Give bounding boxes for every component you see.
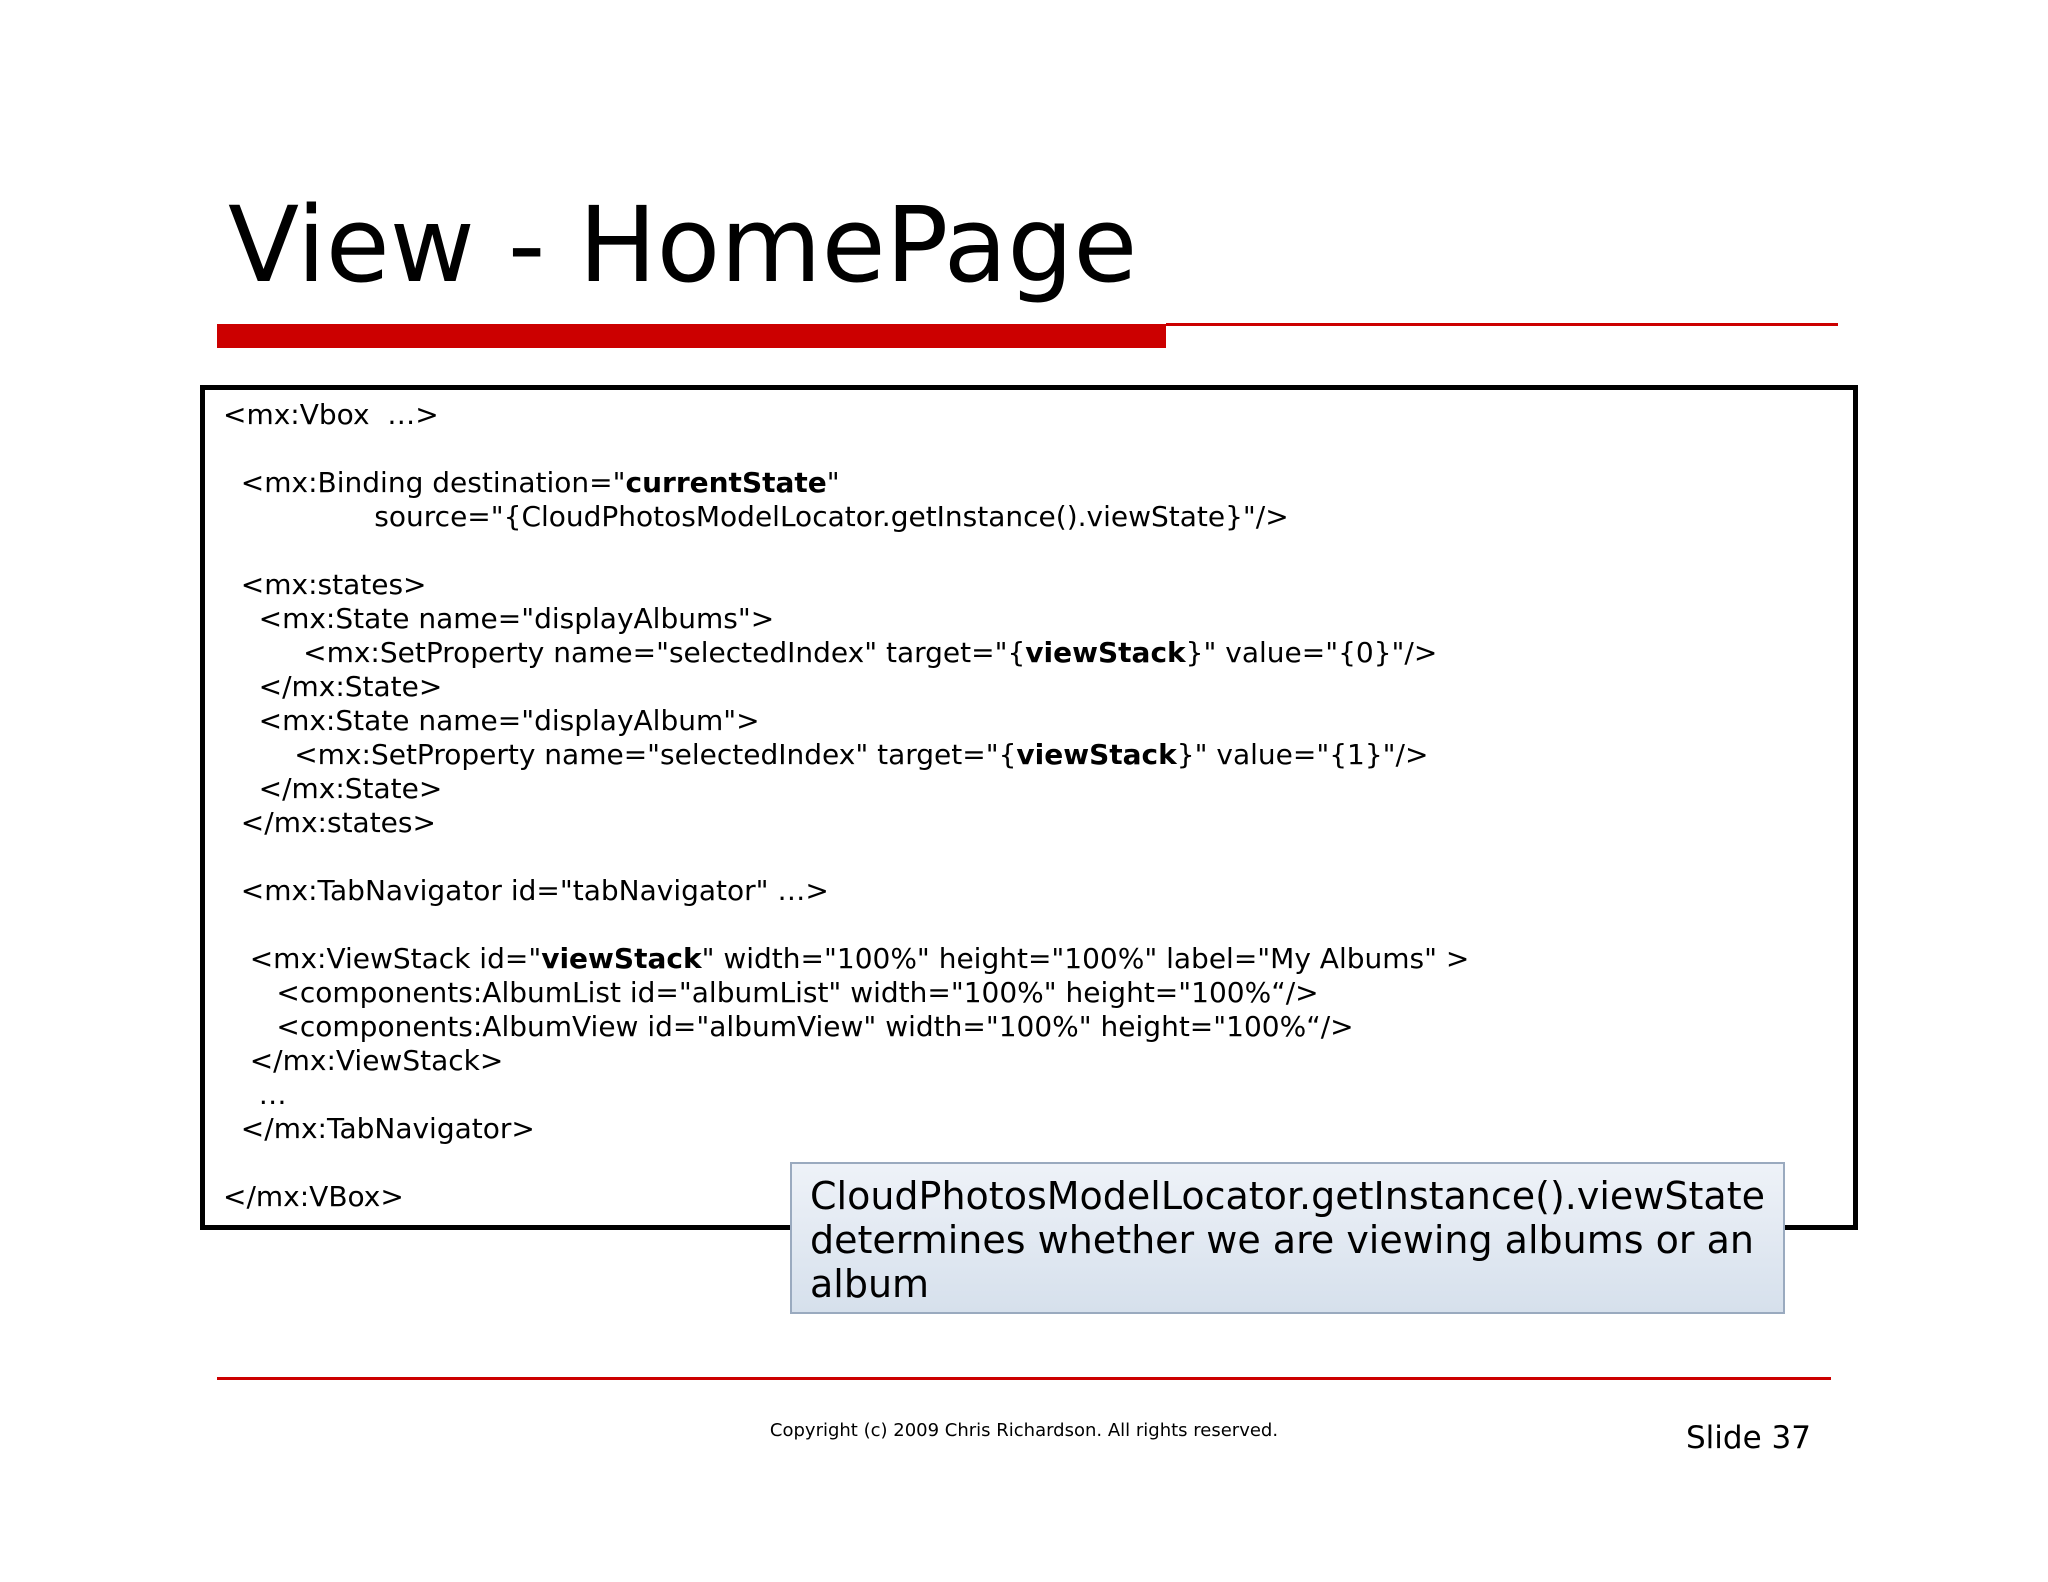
code-text: <mx:TabNavigator id="tabNavigator" …> bbox=[223, 874, 829, 907]
code-text: </mx:State> bbox=[223, 772, 443, 805]
callout-note: CloudPhotosModelLocator.getInstance().viewState determines whether we are viewing albums or an album bbox=[790, 1162, 1785, 1314]
code-text: <mx:ViewStack id=" bbox=[223, 942, 542, 975]
code-text: <mx:State name="displayAlbum"> bbox=[223, 704, 760, 737]
code-text: </mx:TabNavigator> bbox=[223, 1112, 535, 1145]
code-line bbox=[223, 398, 1469, 432]
code-line bbox=[223, 976, 1469, 1010]
code-line bbox=[223, 1078, 1469, 1112]
code-line bbox=[223, 1112, 1469, 1146]
code-text: <mx:State name="displayAlbums"> bbox=[223, 602, 775, 635]
code-block bbox=[200, 385, 1858, 1230]
code-line bbox=[223, 1044, 1469, 1078]
code-text: … bbox=[223, 1078, 287, 1111]
title-underline-thick bbox=[217, 324, 1166, 348]
code-text: </mx:State> bbox=[223, 670, 443, 703]
code-listing bbox=[223, 398, 1469, 1214]
code-text: <components:AlbumView id="albumView" width="100%" height="100%“/> bbox=[223, 1010, 1354, 1043]
code-line bbox=[223, 636, 1469, 670]
code-text: <mx:Binding destination=" bbox=[223, 466, 626, 499]
code-line bbox=[223, 500, 1469, 534]
code-text: <mx:SetProperty name="selectedIndex" target="{ bbox=[223, 738, 1017, 771]
code-text: " bbox=[826, 466, 840, 499]
code-line bbox=[223, 908, 1469, 942]
code-text: " width="100%" height="100%" label="My Albums" > bbox=[701, 942, 1470, 975]
code-keyword: viewStack bbox=[1025, 636, 1186, 669]
code-line bbox=[223, 840, 1469, 874]
code-text: </mx:VBox> bbox=[223, 1180, 404, 1213]
code-text: <mx:SetProperty name="selectedIndex" target="{ bbox=[223, 636, 1026, 669]
code-line bbox=[223, 806, 1469, 840]
code-keyword: viewStack bbox=[541, 942, 702, 975]
code-line bbox=[223, 466, 1469, 500]
copyright-text: Copyright (c) 2009 Chris Richardson. All rights reserved. bbox=[769, 1420, 1279, 1441]
code-text: <components:AlbumList id="albumList" width="100%" height="100%“/> bbox=[223, 976, 1319, 1009]
code-text: <mx:states> bbox=[223, 568, 427, 601]
slide-number: Slide 37 bbox=[1686, 1420, 1811, 1456]
code-text: </mx:ViewStack> bbox=[223, 1044, 504, 1077]
code-line bbox=[223, 568, 1469, 602]
code-line bbox=[223, 874, 1469, 908]
title-underline-thin bbox=[1166, 323, 1838, 326]
code-line bbox=[223, 738, 1469, 772]
code-text: <mx:Vbox …> bbox=[223, 398, 439, 431]
code-keyword: currentState bbox=[625, 466, 827, 499]
footer-rule bbox=[217, 1377, 1831, 1380]
code-line bbox=[223, 432, 1469, 466]
code-text: source="{CloudPhotosModelLocator.getInstance().viewState}"/> bbox=[223, 500, 1289, 533]
code-text: }" value="{1}"/> bbox=[1176, 738, 1429, 771]
code-line bbox=[223, 1010, 1469, 1044]
code-line bbox=[223, 942, 1469, 976]
slide-title: View - HomePage bbox=[228, 184, 1138, 306]
code-text: </mx:states> bbox=[223, 806, 436, 839]
code-line bbox=[223, 602, 1469, 636]
code-keyword: viewStack bbox=[1016, 738, 1177, 771]
code-line bbox=[223, 534, 1469, 568]
code-text: }" value="{0}"/> bbox=[1185, 636, 1438, 669]
code-line bbox=[223, 704, 1469, 738]
code-line bbox=[223, 670, 1469, 704]
code-line bbox=[223, 772, 1469, 806]
